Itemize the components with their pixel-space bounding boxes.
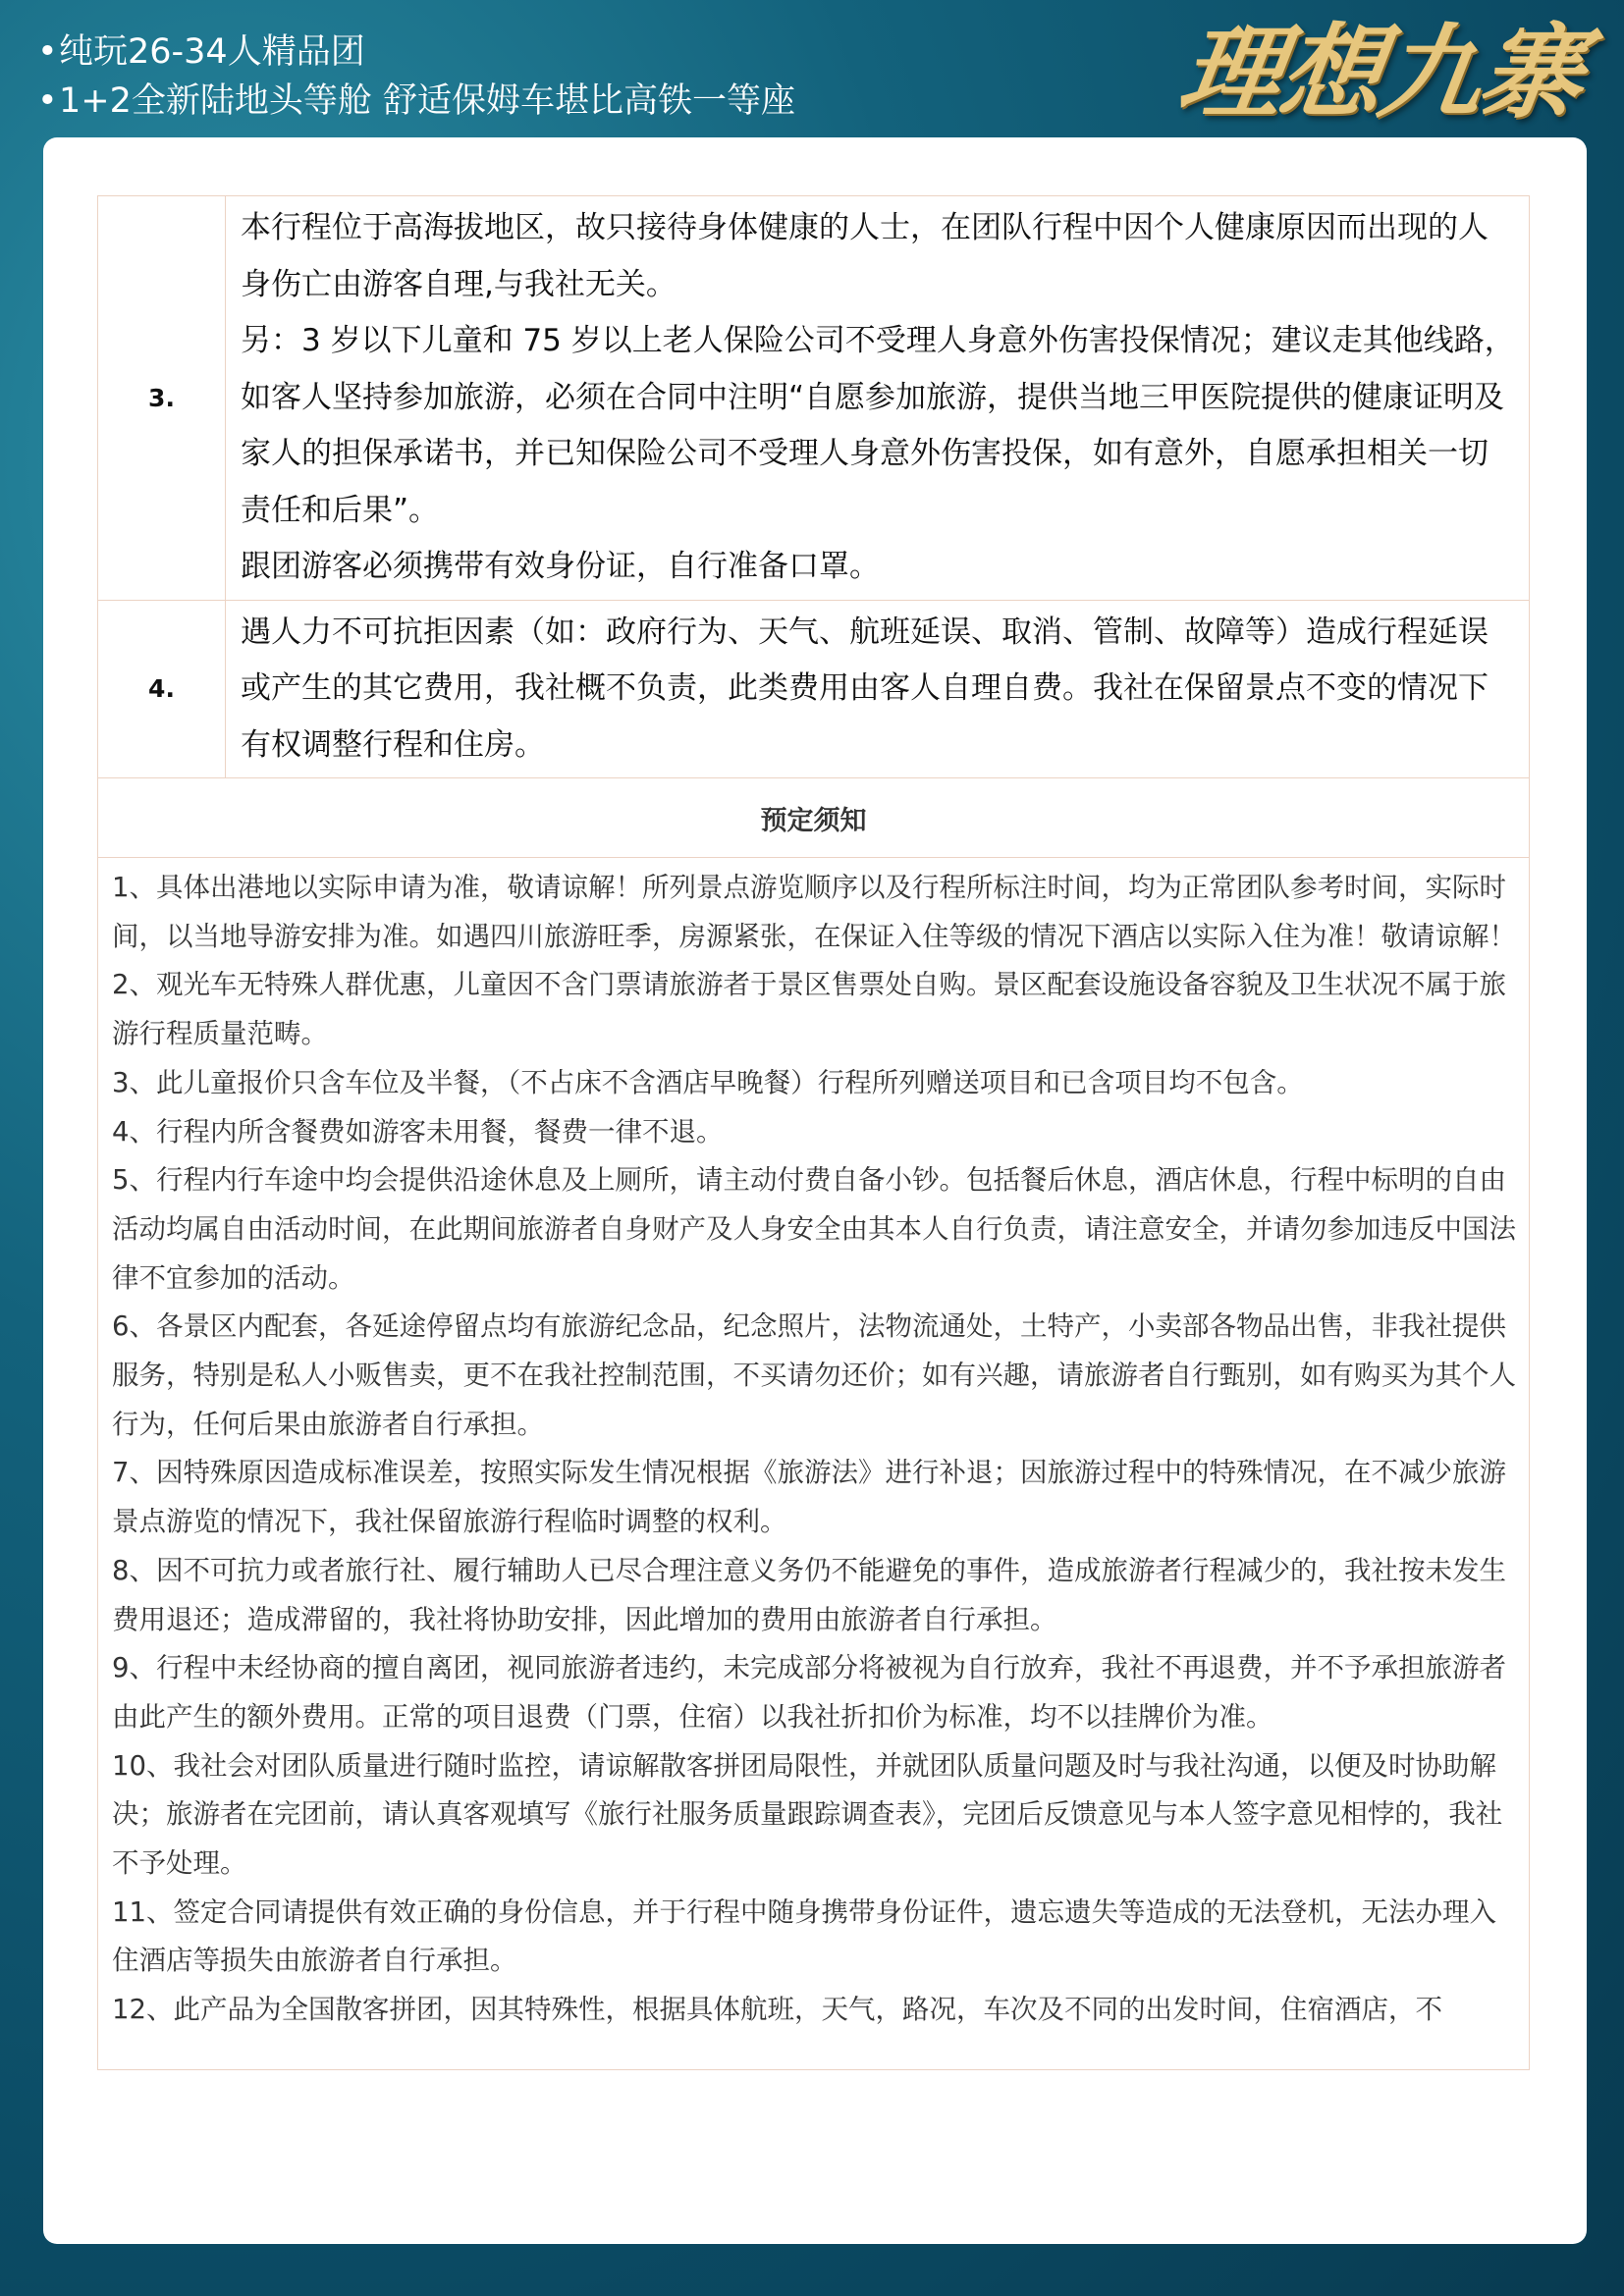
booking-notice-header-row — [98, 778, 1530, 858]
notice-item: 12、此产品为全国散客拼团，因其特殊性，根据具体航班，天气，路况，车次及不同的出发时间，住宿酒店，不 — [112, 1994, 1442, 2026]
notice-item: 7、因特殊原因造成标准误差，按照实际发生情况根据《旅游法》进行补退；因旅游过程中的特殊情况，在不减少旅游景点游览的情况下，我社保留旅游行程临时调整的权利。 — [112, 1457, 1506, 1538]
notice-item: 3、此儿童报价只含车位及半餐，（不占床不含酒店早晚餐）行程所列赠送项目和已含项目均不包含。 — [112, 1066, 1304, 1098]
notice-item: 10、我社会对团队质量进行随时监控，请谅解散客拼团局限性，并就团队质量问题及时与我社沟通，以便及时协助解决；旅游者在完团前，请认真客观填写《旅行社服务质量跟踪调查表》，完团后反馈意见与本人签字意见相悖的，我社不予处理。 — [112, 1749, 1503, 1880]
term-row-3 — [98, 196, 1530, 601]
booking-notice-title: 预定须知 — [98, 778, 1530, 858]
notice-item: 9、行程中未经协商的擅自离团，视同旅游者违约，未完成部分将被视为自行放弃，我社不再退费，并不予承担旅游者由此产生的额外费用。正常的项目退费（门票，住宿）以我社折扣价为标准，均不以挂牌价为准。 — [112, 1652, 1506, 1733]
term-number: 4. — [98, 600, 226, 778]
header-bullets — [37, 27, 795, 126]
header-bullet-1: •纯玩26-34人精品团 — [37, 32, 365, 72]
term-number: 3. — [98, 196, 226, 601]
term-row-4 — [98, 600, 1530, 778]
brand-logo: 理想九寨 — [1171, 12, 1590, 133]
notice-item: 1、具体出港地以实际申请为准，敬请谅解！所列景点游览顺序以及行程所标注时间，均为正常团队参考时间，实际时间，以当地导游安排为准。如遇四川旅游旺季，房源紧张，在保证入住等级的情况下酒店以实际入住为准！敬请谅解！ — [112, 872, 1516, 952]
notice-item: 8、因不可抗力或者旅行社、履行辅助人已尽合理注意义务仍不能避免的事件，造成旅游者行程减少的，我社按未发生费用退还；造成滞留的，我社将协助安排，因此增加的费用由旅游者自行承担。 — [112, 1554, 1506, 1635]
notice-item: 4、行程内所含餐费如游客未用餐，餐费一律不退。 — [112, 1115, 724, 1148]
term-paragraph: 遇人力不可抗拒因素（如：政府行为、天气、航班延误、取消、管制、故障等）造成行程延误或产生的其它费用，我社概不负责，此类费用由客人自理自费。我社在保留景点不变的情况下有权调整行程和住房。 — [241, 614, 1489, 763]
notice-item: 6、各景区内配套，各延途停留点均有旅游纪念品，纪念照片，法物流通处，土特产，小卖部各物品出售，非我社提供服务，特别是私人小贩售卖，更不在我社控制范围，不买请勿还价；如有兴趣，请旅游者自行甄别，如有购买为其个人行为，任何后果由旅游者自行承担。 — [112, 1310, 1516, 1440]
term-text — [226, 196, 1530, 601]
booking-notice-body-row — [98, 858, 1530, 2070]
term-paragraph: 跟团游客必须携带有效身份证，自行准备口罩。 — [241, 549, 880, 584]
booking-notice-list — [98, 858, 1530, 2070]
term-paragraph: 另：3 岁以下儿童和 75 岁以上老人保险公司不受理人身意外伤害投保情况；建议走其他线路，如客人坚持参加旅游，必须在合同中注明“自愿参加旅游，提供当地三甲医院提供的健康证明及家人的担保承诺书，并已知保险公司不受理人身意外伤害投保，如有意外，自愿承担相关一切责任和后果”。 — [241, 323, 1515, 528]
terms-table — [97, 195, 1530, 2070]
notice-item: 11、签定合同请提供有效正确的身份信息，并于行程中随身携带身份证件，遗忘遗失等造成的无法登机，无法办理入住酒店等损失由旅游者自行承担。 — [112, 1896, 1496, 1977]
booking-notice-content — [112, 864, 1521, 2069]
notice-item: 5、行程内行车途中均会提供沿途休息及上厕所，请主动付费自备小钞。包括餐后休息，酒店休息，行程中标明的自由活动均属自由活动时间，在此期间旅游者自身财产及人身安全由其本人自行负责，请注意安全，并请勿参加违反中国法律不宜参加的活动。 — [112, 1164, 1516, 1294]
term-paragraph: 本行程位于高海拔地区，故只接待身体健康的人士，在团队行程中因个人健康原因而出现的人身伤亡由游客自理,与我社无关。 — [241, 210, 1489, 302]
header-bullet-2: •1+2全新陆地头等舱 舒适保姆车堪比高铁一等座 — [37, 81, 795, 121]
term-text — [226, 600, 1530, 778]
content-card — [43, 137, 1587, 2244]
notice-item: 2、观光车无特殊人群优惠，儿童因不含门票请旅游者于景区售票处自购。景区配套设施设备容貌及卫生状况不属于旅游行程质量范畴。 — [112, 969, 1506, 1050]
